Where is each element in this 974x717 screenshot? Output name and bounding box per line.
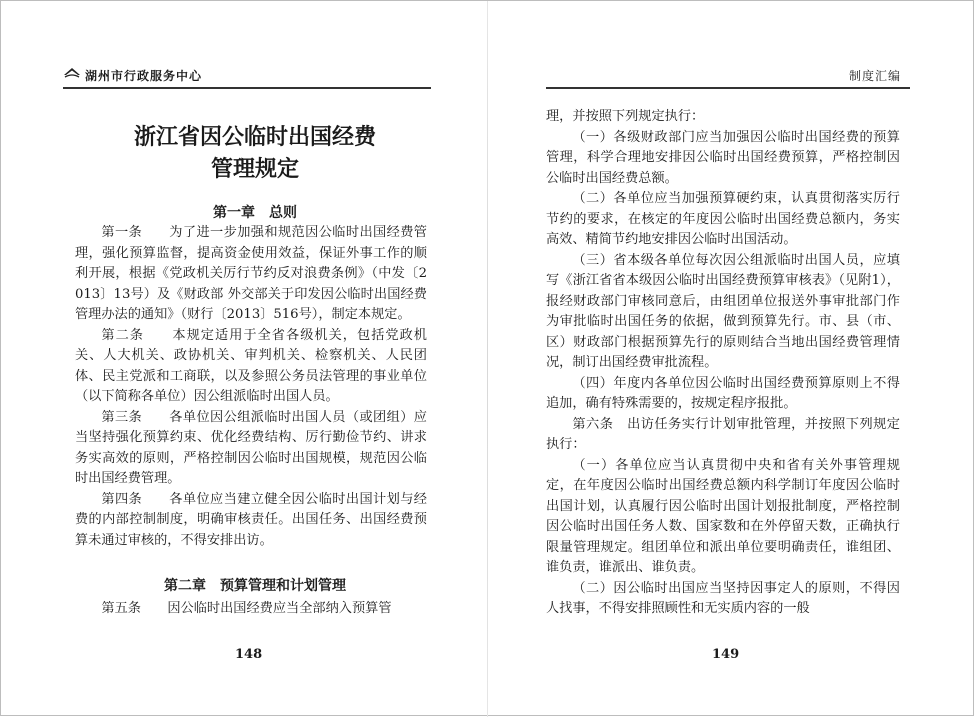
clause-paragraph: （二）因公临时出国应当坚持因事定人的原则，不得因人找事，不得安排照顾性和无实质内容的一般 [546, 580, 900, 616]
clause-paragraph: （二）各单位应当加强预算硬约束，认真贯彻落实厉行节约的要求，在核定的年度因公临时出国经费总额内，务实高效、精简节约地安排因公临时出国活动。 [546, 191, 900, 247]
clause-paragraph: （一）各单位应当认真贯彻中央和省有关外事管理规定，在年度因公临时出国经费总额内科学制订年度因公临时出国计划，认真履行因公临时出国计划报批制度，严格控制因公临时出国任务人数、国家数和在外停留天数，正确执行限量管理规定。组团单位和派出单位要明确责任，谁组团、谁负责，谁派出、谁负责。 [546, 457, 900, 575]
document-title-line2: 管理规定 [210, 156, 299, 182]
left-page [1, 1, 488, 717]
right-running-header [546, 65, 901, 87]
document-title-line1: 浙江省因公临时出国经费 [133, 124, 376, 150]
article-paragraph: 第一条 为了进一步加强和规范因公临时出国经费管理，强化预算监督，提高资金使用效益，保证外事工作的顺利开展，根据《党政机关厉行节约反对浪费条例》（中发〔2013〕13号）及《财政部 外交部关于印发因公临时出国经费管理办法的通知》（财行〔2013〕516号），制定本规定。 [75, 225, 427, 322]
page-number-right: 149 [712, 647, 740, 662]
center-name: 湖州市行政服务中心 [85, 69, 203, 83]
article-paragraph: 第三条 各单位因公组派临时出国人员（或团组）应当坚持强化预算约束、优化经费结构、厉行勤俭节约、讲求务实高效的原则，严格控制因公临时出国规模，规范因公临时出国经费管理。 [75, 409, 427, 486]
clause-paragraph: （四）年度内各单位因公临时出国经费预算原则上不得追加，确有特殊需要的，按规定程序报批。 [546, 375, 900, 411]
article-paragraph: 第六条 出访任务实行计划审批管理，并按照下列规定执行： [546, 416, 900, 452]
left-running-header [75, 65, 430, 87]
article-paragraph: 第四条 各单位应当建立健全因公临时出国计划与经费的内部控制制度，明确审核责任。出国任务、出国经费预算未通过审核的，不得安排出访。 [75, 491, 427, 548]
chapter-heading-2: 第二章 预算管理和计划管理 [164, 578, 346, 594]
left-header-rule [63, 87, 431, 89]
right-page-body [546, 107, 900, 620]
chapter-heading-1: 第一章 总则 [213, 205, 297, 221]
right-page [488, 1, 974, 717]
article-paragraph: 第二条 本规定适用于全省各级机关，包括党政机关、人大机关、政协机关、审判机关、检察机关、人民团体、民主党派和工商联，以及参照公务员法管理的事业单位（以下简称各单位）因公组派临时出国人员。 [75, 327, 427, 404]
right-header-rule [546, 87, 910, 89]
continued-paragraph: 理，并按照下列规定执行： [546, 109, 705, 124]
chapter1-body [75, 223, 427, 551]
collection-name: 制度汇编 [848, 69, 901, 83]
roof-logo-icon [63, 66, 81, 80]
clause-paragraph: （一）各级财政部门应当加强因公临时出国经费的预算管理，科学合理地安排因公临时出国经费预算，严格控制因公临时出国经费总额。 [546, 129, 900, 186]
page-number-left: 148 [235, 647, 263, 662]
chapter2-body [75, 599, 427, 620]
article-paragraph: 第五条 因公临时出国经费应当全部纳入预算管 [101, 601, 392, 616]
clause-paragraph: （三）省本级各单位每次因公组派临时出国人员，应填写《浙江省省本级因公临时出国经费预算审核表》（见附1），报经财政部门审核同意后，由组团单位报送外事审批部门作为审批临时出国任务的依据，做到预算先行。市、县（市、区）财政部门根据预算先行的原则结合当地出国经费管理情况，制订出国经费审批流程。 [546, 252, 900, 370]
